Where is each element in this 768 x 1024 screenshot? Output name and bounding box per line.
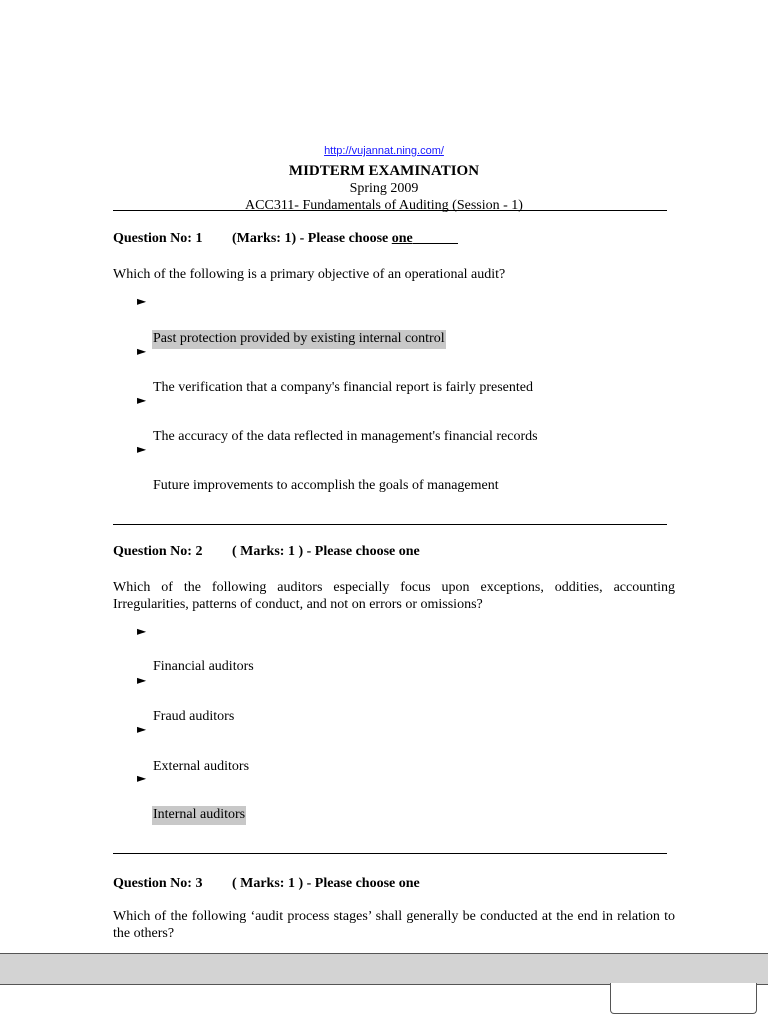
footer-band	[0, 953, 768, 985]
question-3-marks: ( Marks: 1 ) - Please choose one	[231, 876, 420, 891]
divider	[113, 210, 667, 211]
divider	[113, 524, 667, 525]
question-2-marks: ( Marks: 1 ) - Please choose one	[231, 544, 420, 559]
question-2-header	[113, 544, 420, 560]
question-1-text: Which of the following is a primary objective of an operational audit?	[113, 267, 506, 282]
question-1-option-2[interactable]: The verification that a company's financial report is fairly presented	[153, 380, 533, 395]
question-2-text: Which of the following auditors especially focus upon exceptions, oddities, accounting Irregularities, patterns of conduct, and not on errors or omissions?	[113, 580, 675, 612]
arrow-icon[interactable]: ►	[137, 771, 147, 785]
arrow-icon[interactable]: ►	[137, 722, 147, 736]
question-2-option-1[interactable]: Financial auditors	[153, 659, 254, 674]
question-1-label: Question No: 1	[113, 231, 203, 246]
question-3-header	[113, 876, 420, 892]
exam-term: Spring 2009	[349, 181, 419, 196]
arrow-icon[interactable]: ►	[137, 294, 147, 308]
arrow-icon[interactable]: ►	[137, 673, 147, 687]
arrow-icon[interactable]: ►	[137, 344, 147, 358]
question-1-option-3[interactable]: The accuracy of the data reflected in management's financial records	[153, 429, 538, 444]
question-2-option-4[interactable]: Internal auditors	[152, 806, 246, 825]
question-3-text: Which of the following ‘audit process stages’ shall generally be conducted at the end in relation to the others?	[113, 909, 675, 941]
question-1-option-1[interactable]: Past protection provided by existing internal control	[152, 330, 446, 349]
arrow-icon[interactable]: ►	[137, 442, 147, 456]
exam-course: ACC311- Fundamentals of Auditing (Session - 1)	[245, 198, 523, 213]
question-3-label: Question No: 3	[113, 876, 203, 891]
question-2-option-3[interactable]: External auditors	[153, 759, 250, 774]
question-2-label: Question No: 2	[113, 544, 203, 559]
source-link[interactable]: http://vujannat.ning.com/	[324, 145, 444, 157]
footer-box	[610, 983, 757, 1014]
question-1-option-4[interactable]: Future improvements to accomplish the goals of management	[153, 478, 499, 493]
question-2-option-2[interactable]: Fraud auditors	[153, 709, 235, 724]
arrow-icon[interactable]: ►	[137, 624, 147, 638]
divider	[113, 853, 667, 854]
arrow-icon[interactable]: ►	[137, 393, 147, 407]
exam-title: MIDTERM EXAMINATION	[288, 163, 480, 179]
question-1-marks: (Marks: 1) - Please choose one	[232, 231, 458, 246]
question-1-header	[113, 231, 458, 247]
